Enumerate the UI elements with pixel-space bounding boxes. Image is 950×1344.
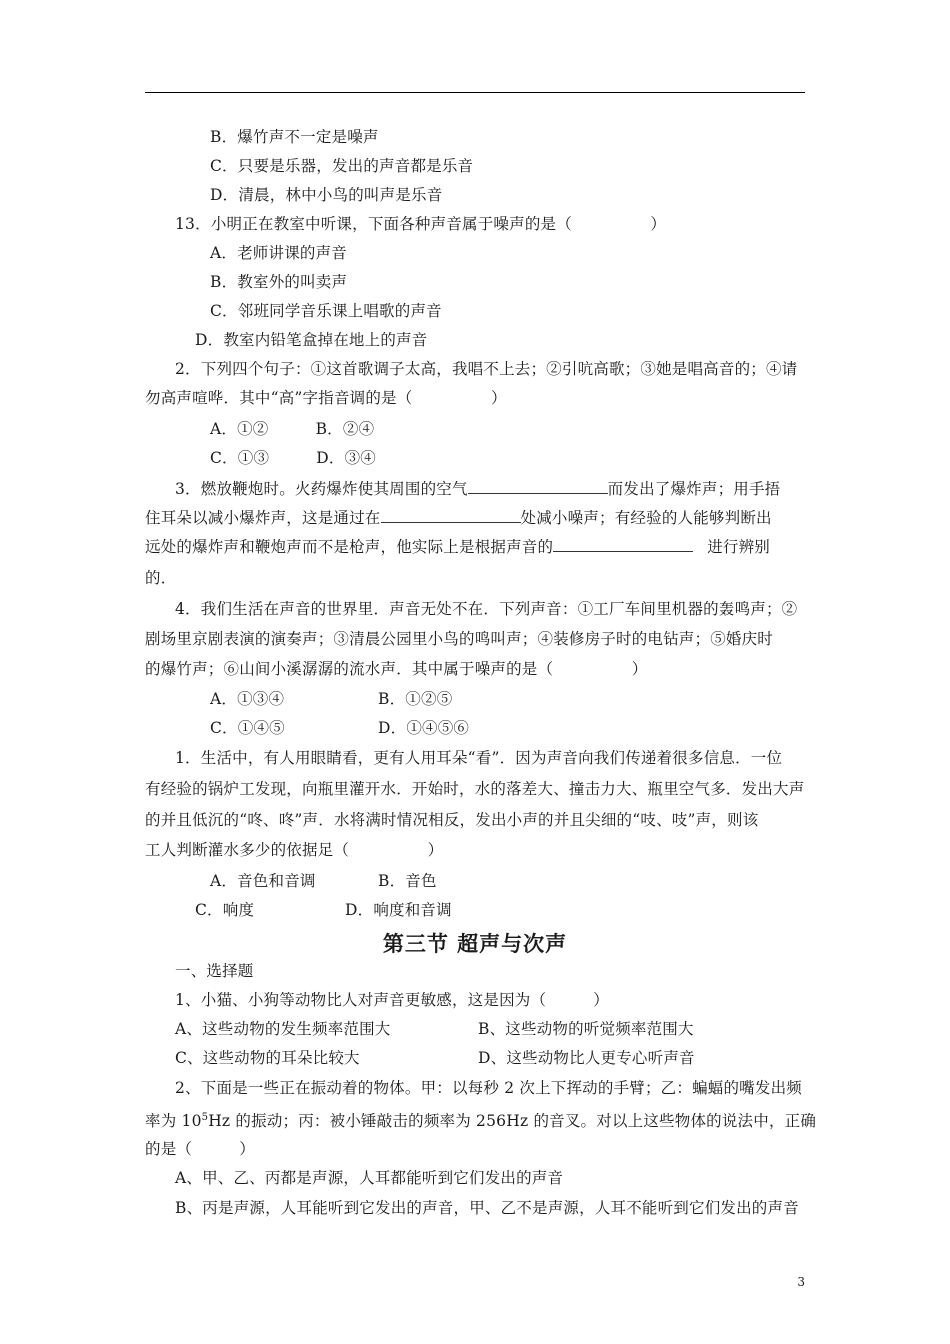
- question-4-line3: 的爆竹声；⑥山间小溪潺潺的流水声．其中属于噪声的是（ ）: [145, 660, 648, 678]
- s3-option-2b: B、丙是声源，人耳能听到它发出的声音，甲、乙不是声源，人耳不能听到它们发出的声音: [175, 1199, 799, 1217]
- option-4a: A．①③④: [210, 690, 285, 708]
- section-title: 第三节 超声与次声: [382, 932, 568, 956]
- option-4c: C．①④⑤: [210, 719, 285, 737]
- option-1d: D．响度和音调: [345, 901, 452, 919]
- s3-option-1d: D、这些动物比人更专心听声音: [478, 1049, 695, 1067]
- question-13: 13．小明正在教室中听课，下面各种声音属于噪声的是（ ）: [175, 215, 667, 233]
- header-rule: [145, 92, 805, 93]
- question-1-line1: 1．生活中，有人用眼睛看，更有人用耳朵“看”．因为声音向我们传递着很多信息．一位: [175, 749, 783, 767]
- answer-blank-3[interactable]: [553, 537, 693, 552]
- question-1-line2: 有经验的锅炉工发现，向瓶里灌开水．开始时，水的落差大、撞击力大、瓶里空气多．发出大声: [145, 780, 805, 798]
- option-12b: B．爆竹声不一定是噪声: [210, 128, 379, 146]
- s3-q2-text-b: Hz 的振动；丙：被小锤敲击的频率为 256Hz 的音叉。对以上这些物体的说法中，正确: [208, 1112, 817, 1131]
- option-12d: D．清晨，林中小鸟的叫声是乐音: [210, 186, 443, 204]
- option-13c: C．邻班同学音乐课上唱歌的声音: [210, 302, 442, 320]
- s3-q2-text-a: 率为 10: [145, 1112, 202, 1131]
- question-3-text-d: 处减小噪声；有经验的人能够判断出: [520, 509, 772, 527]
- question-2-line1: 2．下列四个句子：①这首歌调子太高，我唱不上去；②引吭高歌；③她是唱高音的；④请: [175, 360, 798, 378]
- option-12c: C．只要是乐器，发出的声音都是乐音: [210, 157, 474, 175]
- s3-question-1: 1、小猫、小狗等动物比人对声音更敏感，这是因为（ ）: [175, 991, 609, 1009]
- section-heading: 一、选择题: [175, 962, 254, 980]
- s3-option-1c: C、这些动物的耳朵比较大: [175, 1049, 360, 1067]
- s3-option-2a: A、甲、乙、丙都是声源，人耳都能听到它们发出的声音: [175, 1169, 564, 1187]
- option-1c: C．响度: [195, 901, 255, 919]
- question-3-text-e: 远处的爆炸声和鞭炮声而不是枪声，他实际上是根据声音的: [145, 538, 554, 556]
- options-2-row2: C．①③ D．③④: [210, 449, 376, 467]
- question-1-line4: 工人判断灌水多少的依据足（ ）: [145, 841, 444, 859]
- question-1-line3: 的并且低沉的“咚、咚”声．水将满时情况相反，发出小声的并且尖细的“吱、吱”声，则该: [145, 811, 759, 829]
- s3-q2-exponent: 5: [201, 1112, 209, 1123]
- question-3-text-b: 而发出了爆炸声；用手捂: [607, 480, 781, 498]
- option-1b: B．音色: [378, 872, 437, 890]
- s3-option-1b: B、这些动物的听觉频率范围大: [478, 1020, 694, 1038]
- s3-option-1a: A、这些动物的发生频率范围大: [175, 1020, 391, 1038]
- question-3-line3: [145, 537, 770, 557]
- s3-question-2-line1: 2、下面是一些正在振动着的物体。甲：以每秒 2 次上下挥动的手臂；乙：蝙蝠的嘴发出频: [175, 1079, 802, 1097]
- question-4-line1: 4．我们生活在声音的世界里．声音无处不在．下列声音：①工厂车间里机器的轰鸣声；②: [175, 600, 798, 618]
- answer-blank-1[interactable]: [468, 479, 608, 494]
- page-number: 3: [797, 1275, 805, 1289]
- question-3-line4: 的．: [145, 569, 177, 587]
- option-13a: A．老师讲课的声音: [210, 244, 347, 262]
- question-2-line2: 勿高声喧哗．其中“高”字指音调的是（ ）: [145, 389, 507, 407]
- option-4d: D．①④⑤⑥: [378, 719, 470, 737]
- s3-question-2-line3: 的是（ ）: [145, 1140, 255, 1158]
- s3-question-2-line2: [145, 1108, 816, 1131]
- option-13b: B．教室外的叫卖声: [210, 273, 348, 291]
- option-1a: A．音色和音调: [210, 872, 316, 890]
- question-3-line2: [145, 508, 772, 528]
- option-4b: B．①②⑤: [378, 690, 453, 708]
- question-3-text-c: 住耳朵以减小爆炸声，这是通过在: [145, 509, 381, 527]
- options-2-row1: A．①② B．②④: [210, 420, 375, 438]
- question-4-line2: 剧场里京剧表演的演奏声；③清晨公园里小鸟的鸣叫声；④装修房子时的电钻声；⑤婚庆时: [145, 630, 774, 648]
- option-13d: D．教室内铅笔盒掉在地上的声音: [195, 331, 428, 349]
- answer-blank-2[interactable]: [381, 508, 521, 523]
- question-3-text-a: 3．燃放鞭炮时。火药爆炸使其周围的空气: [175, 480, 468, 498]
- question-3-text-f: 进行辨别: [707, 538, 771, 556]
- question-3-line1: [175, 479, 780, 499]
